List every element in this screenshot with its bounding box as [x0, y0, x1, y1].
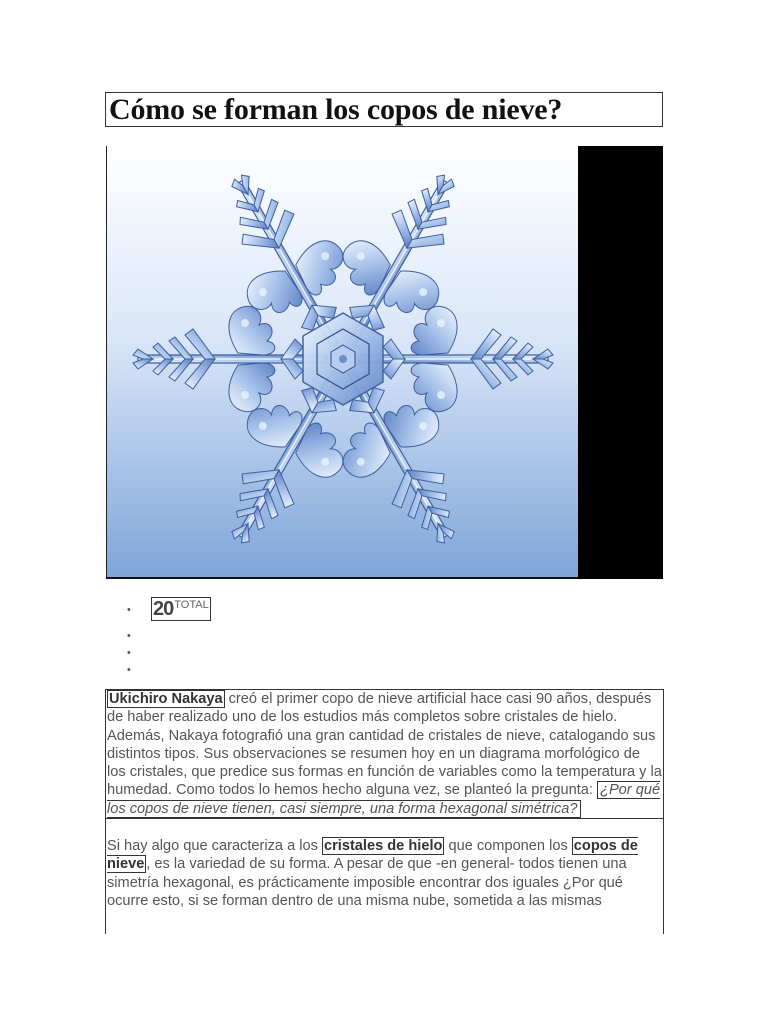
share-count-number: 20 — [153, 597, 174, 620]
paragraph-2-text-a: Si hay algo que caracteriza a los — [107, 838, 322, 855]
ice-crystals-link[interactable]: cristales de hielo — [323, 838, 443, 855]
snowflake-photo — [106, 146, 578, 579]
share-count-label: TOTAL — [174, 599, 209, 611]
page-title: Cómo se forman los copos de nieve? — [109, 93, 563, 126]
title-box — [105, 92, 663, 127]
share-count-badge[interactable] — [151, 597, 211, 621]
first-paragraph-box — [106, 690, 663, 819]
article-body — [105, 689, 664, 934]
snowflake-image-frame — [106, 146, 663, 579]
image-baseline — [106, 577, 578, 579]
snowflakes-link[interactable]: copos de nieve — [107, 838, 638, 873]
paragraph-1-text: creó el primer copo de nieve artificial hace casi 90 años, después de haber realizado uno de los estudios más completos sobre cristales de hielo. Además, Nakaya fotografió una gran cantidad de cristales de nieve, catalogando sus distintos tipos. Sus observaciones se resumen hoy en un diagrama morfológico de los cristales, que predice sus formas en función de variables como la temperatura y la humedad. Como todos lo hemos hecho alguna vez, se planteó la pregunta: — [107, 691, 662, 799]
paragraph-2 — [106, 837, 663, 910]
paragraph-2-text-b: que componen los — [444, 838, 572, 855]
question-quote: ¿Por qué los copos de nieve tienen, casi siempre, una forma hexagonal simétrica? — [107, 782, 661, 817]
paragraph-2-text-c: , es la variedad de su forma. A pesar de que -en general- todos tienen una simetría hexagonal, es prácticamente imposible encontrar dos iguales ¿Por qué ocurre esto, si se forman dentro de una misma nube, sometida a las mismas — [107, 856, 627, 909]
paragraph-1 — [106, 690, 663, 818]
nakaya-link[interactable]: Ukichiro Nakaya — [109, 691, 223, 707]
